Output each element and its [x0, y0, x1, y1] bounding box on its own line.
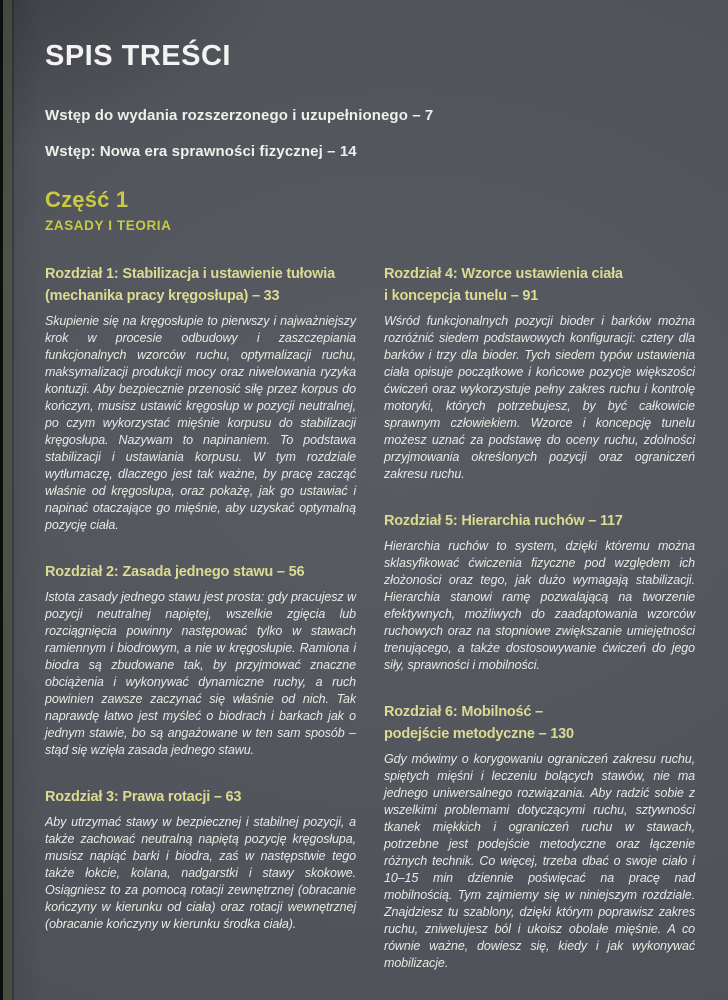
chapter-entry-6	[384, 701, 695, 972]
part-header	[45, 187, 694, 233]
chapter-heading-line: Rozdział 6: Mobilność –	[384, 704, 543, 720]
chapter-summary: Skupienie się na kręgosłupie to pierwszy i najważniejszy krok w procesie odbudowy i zaszczepiania funkcjonalnych wzorców ruchu, optymalizacji ruchu, maksymalizacji produkcji mocy oraz niwelowania ryzyka kontuzji. Aby bezpiecznie przenosić siłę przez korpus do kończyn, musisz ustawić kręgosłup w pozycji neutralnej, po czym wykorzystać mięśnie korpusu do stabilizacji kręgosłupa. Nazywam to napinaniem. To podstawa stabilizacji i ustawiania korpusu. W tym rozdziale wytłumaczę, dlaczego jest tak ważne, by pracę zacząć właśnie od kręgosłupa, oraz pokażę, jak go ustawiać i napinać otaczające go mięśnie, aby uzyskać optymalną pozycję ciała.	[45, 314, 356, 532]
chapter-entry-5	[384, 510, 695, 674]
part-name: Część 1	[45, 187, 129, 212]
chapter-heading	[45, 263, 356, 307]
chapter-entry-3	[45, 786, 356, 933]
chapter-heading-line: Rozdział 4: Wzorce ustawienia ciała	[384, 266, 623, 282]
toc-intro-entry-1: Wstęp do wydania rozszerzonego i uzupełnionego – 7	[45, 107, 434, 124]
chapter-heading	[384, 510, 695, 532]
chapter-heading-line: Rozdział 2: Zasada jednego stawu – 56	[45, 564, 305, 580]
chapter-summary: Wśród funkcjonalnych pozycji bioder i barków można rozróżnić siedem podstawowych konfiguracji: cztery dla barków i trzy dla bioder. Tych siedem typów ustawienia ciała opisuje początkowe i końcowe pozycje większości ćwiczeń oraz wykorzystuje pełny zakres ruchu i kontrolę motoryki, których potrzebujesz, by być całkowicie sprawnym człowiekiem. Wzorce i koncepcję tunelu możesz uznać za podstawę do oceny ruchu, zdolności przyjmowania określonych pozycji oraz ograniczeń zakresu ruchu.	[384, 314, 695, 481]
toc-intro-entry-2: Wstęp: Nowa era sprawności fizycznej – 14	[45, 143, 357, 160]
chapter-entry-2	[45, 561, 356, 759]
page-title: SPIS TREŚCI	[45, 40, 231, 72]
part-subtitle: ZASADY I TEORIA	[45, 218, 172, 233]
chapter-summary: Hierarchia ruchów to system, dzięki któremu można sklasyfikować ćwiczenia fizyczne pod względem ich złożoności oraz tego, jak dużo wymagają stabilizacji. Hierarchia stanowi ramę pozwalającą na tworzenie efektywnych, możliwych do zaadaptowania wzorców ruchowych oraz na stopniowe zwiększanie umiejętności trenującego, a także dostosowywanie ćwiczeń do jego siły, sprawności i mobilności.	[384, 539, 695, 672]
chapter-heading	[45, 786, 356, 808]
chapter-summary: Gdy mówimy o korygowaniu ograniczeń zakresu ruchu, spiętych mięśni i leczeniu bolących stawów, nie ma jednego uniwersalnego rozwiązania. Aby radzić sobie z wszelkimi problemami dotyczącymi ruchu, sztywności tkanek miękkich i ograniczeń ruchu w stawach, potrzebne jest podejście metodyczne oraz łączenie różnych technik. Co więcej, trzeba dbać o swoje ciało i 10–15 min dziennie poświęcać na pracę nad mobilnością. Tym zajmiemy się w niniejszym rozdziale. Znajdziesz tu szablony, dzięki którym poprawisz zakres ruchu, zniwelujesz ból i ukoisz obolałe mięśnie. A co równie ważne, dowiesz się, kiedy i jak wykonywać mobilizacje.	[384, 752, 695, 970]
book-edge-green-strip	[3, 0, 12, 1000]
toc-column-right	[384, 263, 695, 972]
toc-columns	[45, 263, 694, 972]
chapter-heading-line: podejście metodyczne – 130	[384, 726, 574, 742]
chapter-heading	[384, 701, 695, 745]
chapter-entry-4	[384, 263, 695, 483]
chapter-heading-line: (mechanika pracy kręgosłupa) – 33	[45, 288, 280, 304]
chapter-heading	[45, 561, 356, 583]
chapter-summary: Istota zasady jednego stawu jest prosta: gdy pracujesz w pozycji neutralnej napiętej, wszelkie zgięcia lub rozciągnięcia powinny następować tylko w stawach ramiennym i biodrowym, a nie w kręgosłupie. Ramiona i biodra są zbudowane tak, by przyjmować znaczne obciążenia i wykonywać dynamiczne ruchy, a ruch powinien zawsze zaczynać się właśnie od nich. Tak naprawdę łatwo jest myśleć o biodrach i barkach jak o jednym stawie, bo są angażowane w ten sam sposób – stąd się wzięła zasada jednego stawu.	[45, 590, 356, 757]
toc-column-left	[45, 263, 356, 972]
page-content	[45, 40, 694, 972]
chapter-summary: Aby utrzymać stawy w bezpiecznej i stabilnej pozycji, a także zachować neutralną napiętą pozycję kręgosłupa, musisz napiąć barki i biodra, zaś w następstwie tego także łokcie, kolana, nadgarstki i stawy skokowe. Osiągniesz to za pomocą rotacji zewnętrznej (obracanie kończyny w kierunku od ciała) oraz rotacji wewnętrznej (obracanie kończyny w kierunku środka ciała).	[45, 815, 356, 931]
chapter-entry-1	[45, 263, 356, 534]
book-edge-seam	[12, 0, 14, 1000]
chapter-heading	[384, 263, 695, 307]
chapter-heading-line: Rozdział 1: Stabilizacja i ustawienie tułowia	[45, 266, 335, 282]
chapter-heading-line: Rozdział 3: Prawa rotacji – 63	[45, 789, 242, 805]
chapter-heading-line: Rozdział 5: Hierarchia ruchów – 117	[384, 513, 623, 529]
chapter-heading-line: i koncepcja tunelu – 91	[384, 288, 539, 304]
